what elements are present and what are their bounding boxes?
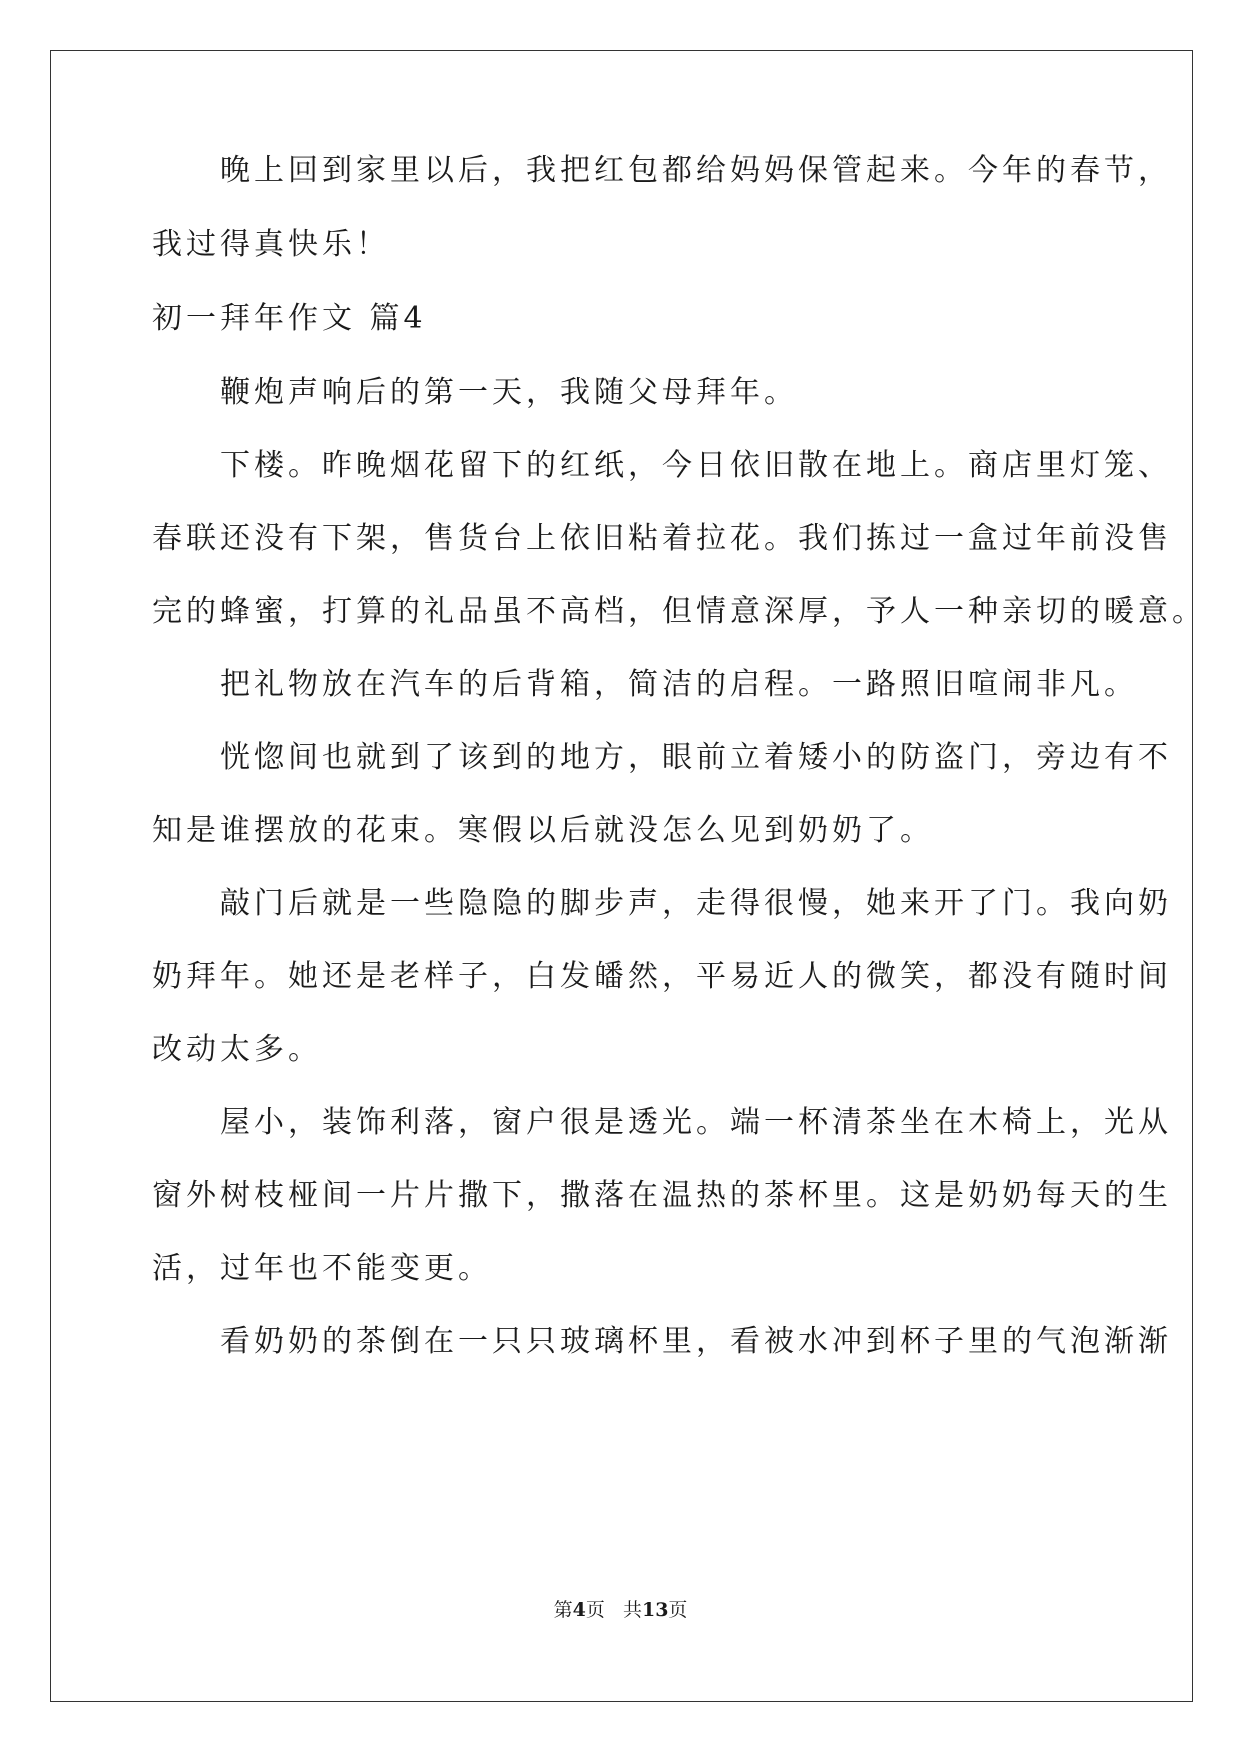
body-line: 春联还没有下架，售货台上依旧粘着拉花。我们拣过一盒过年前没售: [152, 521, 1172, 556]
current-page-number: 4: [572, 1599, 586, 1621]
body-line: 屋小，装饰利落，窗户很是透光。端一杯清茶坐在木椅上，光从: [152, 1105, 1172, 1140]
footer-total-suffix: 页: [668, 1599, 688, 1621]
body-line: 活，过年也不能变更。: [152, 1251, 492, 1286]
body-line: 下楼。昨晚烟花留下的红纸，今日依旧散在地上。商店里灯笼、: [152, 448, 1172, 483]
page-border: [50, 50, 1206, 1702]
body-line: 敲门后就是一些隐隐的脚步声，走得很慢，她来开了门。我向奶: [152, 886, 1172, 921]
body-line: 奶拜年。她还是老样子，白发皤然，平易近人的微笑，都没有随时间: [152, 959, 1172, 994]
body-line: 鞭炮声响后的第一天，我随父母拜年。: [152, 375, 798, 410]
footer-page-suffix: 页: [585, 1599, 605, 1621]
body-line: 窗外树枝桠间一片片撒下，撒落在温热的茶杯里。这是奶奶每天的生: [152, 1178, 1172, 1213]
body-line: 改动太多。: [152, 1032, 322, 1067]
body-line: 知是谁摆放的花束。寒假以后就没怎么见到奶奶了。: [152, 813, 934, 848]
footer-prefix: 第: [553, 1599, 573, 1621]
body-line: 晚上回到家里以后，我把红包都给妈妈保管起来。今年的春节，: [152, 153, 1172, 188]
total-page-number: 13: [641, 1599, 669, 1621]
body-line: 完的蜂蜜，打算的礼品虽不高档，但情意深厚，予人一种亲切的暖意。: [152, 594, 1206, 629]
body-line: 恍惚间也就到了该到的地方，眼前立着矮小的防盗门，旁边有不: [152, 740, 1172, 775]
body-line: 我过得真快乐！: [152, 227, 390, 262]
page-footer: [0, 1597, 1241, 1623]
body-line: 把礼物放在汽车的后背箱，简洁的启程。一路照旧喧闹非凡。: [152, 667, 1138, 702]
footer-total-prefix: 共: [622, 1599, 642, 1621]
body-line: 看奶奶的茶倒在一只只玻璃杯里，看被水冲到杯子里的气泡渐渐: [152, 1324, 1172, 1359]
section-heading: 初一拜年作文 篇4: [152, 301, 427, 336]
